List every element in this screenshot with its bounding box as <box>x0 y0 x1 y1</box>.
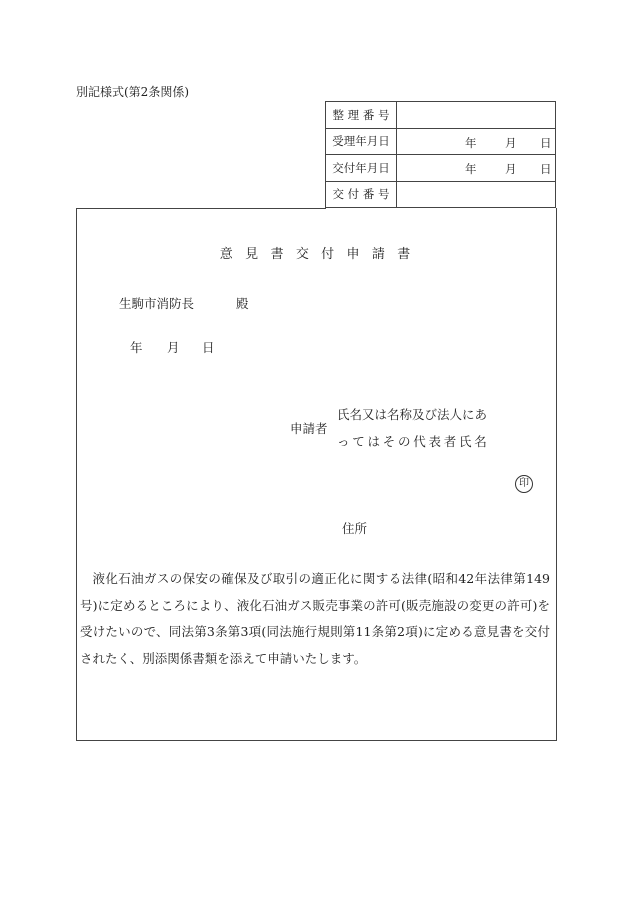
issue-date-label: 交付年月日 <box>326 155 397 182</box>
issue-year-label: 年 <box>465 162 477 176</box>
issue-number-field[interactable] <box>397 181 556 208</box>
receipt-day-label: 日 <box>540 135 552 150</box>
application-frame-top-edge <box>76 208 326 209</box>
application-year-label: 年 <box>130 340 143 355</box>
issue-date-field[interactable] <box>397 155 556 182</box>
receipt-date-field[interactable] <box>397 128 556 155</box>
issue-month-label: 月 <box>505 162 517 176</box>
address-label: 住所 <box>342 521 368 536</box>
application-month-label: 月 <box>167 340 180 355</box>
receipt-month-label: 月 <box>505 135 517 150</box>
receipt-year-label: 年 <box>465 135 477 150</box>
form-reference: 別記様式(第2条関係) <box>76 85 189 99</box>
application-body-text: 液化石油ガスの保安の確保及び取引の適正化に関する法律(昭和42年法律第149号)に定めるところにより、液化石油ガス販売事業の許可(販売施設の変更の許可)を受けたいので、同法第3条第3項(同法施行規則第11条第2項)に定める意見書を交付されたく、別添関係書類を添えて申請いたします。 <box>80 571 550 666</box>
seal-mark: 印 <box>515 475 533 493</box>
applicant-name-label-line1: 氏名又は名称及び法人にあ <box>337 407 488 422</box>
issue-day-label: 日 <box>540 162 552 176</box>
office-row-reference-number <box>326 102 556 129</box>
addressee: 生駒市消防長 <box>119 296 195 311</box>
office-row-issue-date <box>326 155 556 182</box>
reference-number-label: 整 理 番 号 <box>326 102 397 129</box>
applicant-name-label-line2: ってはその代表者氏名 <box>337 434 490 449</box>
office-row-receipt-date <box>326 128 556 155</box>
office-row-issue-number <box>326 181 556 208</box>
issue-number-label: 交 付 番 号 <box>326 181 397 208</box>
applicant-label: 申請者 <box>290 421 328 436</box>
reference-number-field[interactable] <box>397 102 556 129</box>
application-day-label: 日 <box>202 340 215 355</box>
addressee-honorific: 殿 <box>236 296 249 311</box>
office-use-table <box>325 101 556 208</box>
receipt-date-label: 受理年月日 <box>326 128 397 155</box>
document-title: 意見書交付申請書 <box>219 247 423 262</box>
